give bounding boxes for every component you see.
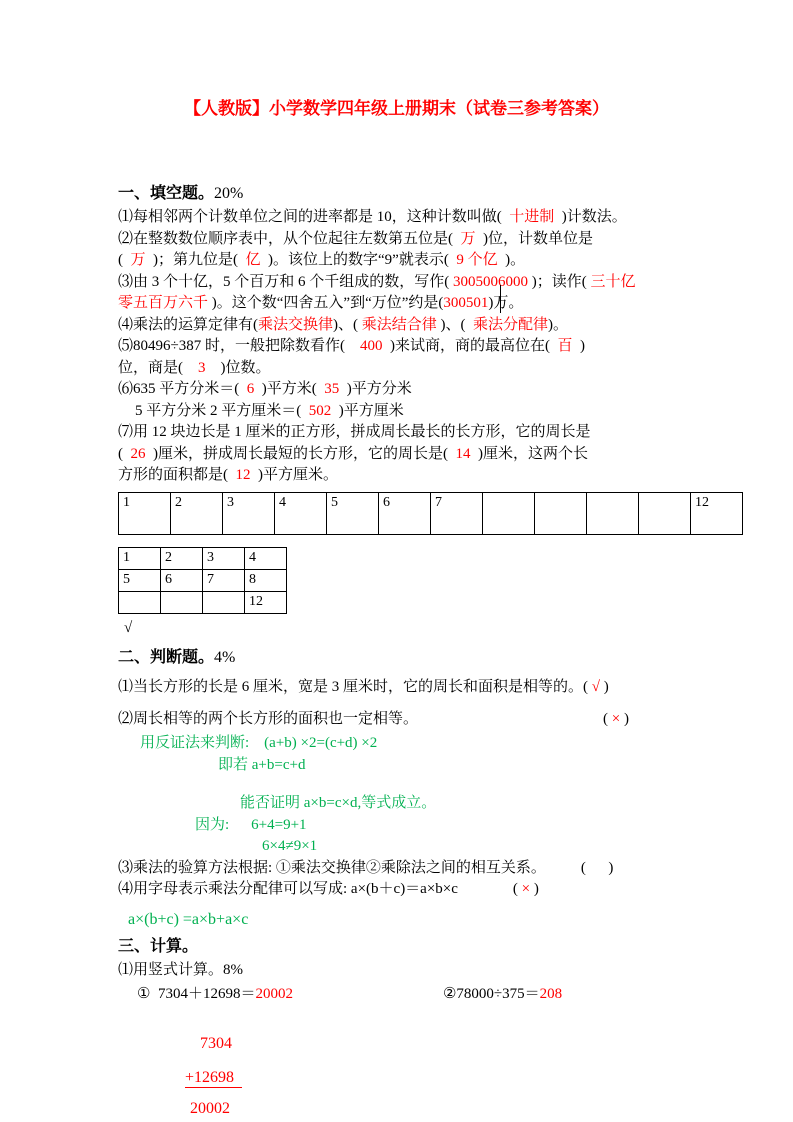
- q1-5-line1: [118, 336, 763, 358]
- table-row: [119, 569, 287, 591]
- q1-7-line1: [118, 422, 763, 444]
- text-run: )。该位上的数字“9”就表示(: [268, 252, 449, 268]
- table-cell: [483, 492, 535, 534]
- spacer: [418, 722, 603, 723]
- text-run: a×(b+c) =a×b+a×c: [128, 910, 249, 928]
- vcalc-sum: [190, 1098, 763, 1120]
- table-cell: 2: [171, 492, 223, 534]
- vcalc-addend-2: [185, 1067, 763, 1089]
- table-cell: 7: [431, 492, 483, 534]
- text-run: 乘法结合律: [358, 316, 441, 333]
- q2-1: [118, 677, 763, 699]
- text-run: )、(: [440, 316, 466, 333]
- text-run: ⑴用竖式计算。8%: [118, 962, 243, 978]
- q1-3-line2: [118, 293, 763, 315]
- text-run: 9 个亿: [448, 252, 506, 268]
- text-run: ⑴当长方形的长是 6 厘米，宽是 3 厘米时，它的周长和面积是相等的。(: [118, 679, 588, 695]
- q1-2-line2: [118, 250, 763, 272]
- text-run: )来试商，商的最高位在(: [389, 338, 550, 354]
- text-run: 即若 a+b=c+d: [218, 756, 306, 773]
- table-cell: [535, 492, 587, 534]
- text-run: 35: [316, 381, 347, 397]
- text-run: 用反证法来判断: (a+b) ×2=(c+d) ×2: [140, 735, 378, 751]
- text-run: 400: [344, 338, 390, 354]
- text-run: ⑸80496÷387 时，一般把除数看作(: [118, 338, 345, 354]
- table-cell: [639, 492, 691, 534]
- text-run: )位，计数单位是: [483, 230, 594, 247]
- text-run: )平方米(: [261, 381, 317, 397]
- text-run: (: [118, 252, 123, 268]
- text-run: )万。: [488, 295, 524, 311]
- q1-5-line2: [118, 358, 763, 380]
- text-run: 零五百万六千: [118, 295, 212, 311]
- q1-7-line3: [118, 465, 763, 487]
- text-run: 一、填空题。: [118, 185, 215, 202]
- text-run: 20%: [214, 185, 244, 202]
- text-run: ): [623, 710, 629, 727]
- text-run: ⑹635 平方分米＝(: [118, 381, 240, 397]
- proof-line-2: [218, 755, 763, 777]
- table-cell: 4: [275, 492, 327, 534]
- table-cell: 6: [161, 569, 203, 591]
- spacer: [293, 997, 443, 998]
- text-run: 因为:: [195, 816, 230, 833]
- text-run: )；第九位是(: [153, 252, 239, 268]
- text-run: 万: [123, 252, 154, 268]
- strip-rectangle-table: [118, 492, 743, 535]
- text-run: √: [124, 619, 133, 636]
- text-run: 12: [228, 467, 258, 483]
- table-cell: [587, 492, 639, 534]
- text-run: 十进制: [501, 209, 562, 225]
- text-run: ⑶乘法的验算方法根据: ①乘法交换律②乘除法之间的相互关系。: [118, 859, 546, 876]
- text-run: ): [580, 338, 585, 354]
- text-run: (: [118, 445, 123, 462]
- q3-1-intro: [118, 960, 763, 982]
- q1-7-line2: [118, 444, 763, 466]
- table-cell: [119, 591, 161, 613]
- distributive-correction: [128, 909, 763, 931]
- section-3-heading: [118, 936, 763, 958]
- q1-2-line1: [118, 229, 763, 251]
- text-run: ): [533, 881, 539, 897]
- q3-1-problems: [137, 984, 763, 1006]
- table-cell: 5: [327, 492, 379, 534]
- table-cell: 12: [245, 591, 287, 613]
- q1-6-line1: [118, 379, 763, 401]
- text-run: ⑶由 3 个十亿，5 个百万和 6 个千组成的数，写作(: [118, 273, 450, 290]
- text-run: 20002: [255, 985, 293, 1002]
- table-cell: 8: [245, 569, 287, 591]
- text-run: 4%: [214, 649, 236, 666]
- table-cell: 1: [119, 547, 161, 569]
- spacer: [458, 892, 513, 893]
- text-run: )平方厘米: [338, 402, 404, 419]
- text-run: 7304: [200, 1035, 232, 1052]
- check-mark-line: [124, 618, 763, 640]
- q2-3: [118, 858, 763, 880]
- text-run: 6×4≠9×1: [262, 838, 318, 854]
- section-1-heading: [118, 183, 763, 205]
- text-run: 3005006000: [449, 273, 532, 290]
- text-run: (: [603, 710, 609, 727]
- text-run: 乘法交换律: [258, 316, 334, 333]
- page-title: 【人教版】小学数学四年级上册期末（试卷三参考答案）: [184, 99, 609, 118]
- text-run: ⑺用 12 块边长是 1 厘米的正方形，拼成周长最长的长方形，它的周长是: [118, 424, 591, 440]
- text-run: 20002: [190, 1100, 230, 1117]
- text-run: 百: [549, 338, 580, 354]
- text-run: 亿: [238, 252, 269, 268]
- table-cell: [161, 591, 203, 613]
- text-run: 208: [539, 985, 563, 1002]
- text-run: )平方厘米。: [258, 467, 338, 483]
- vcalc-addend-1: [200, 1033, 763, 1055]
- spacer: [229, 828, 251, 829]
- table-cell: 4: [245, 547, 287, 569]
- text-run: )厘米，拼成周长最短的长方形，它的周长是(: [153, 445, 448, 462]
- proof-line-4: [195, 815, 763, 837]
- text-run: 14: [448, 445, 478, 462]
- text-run: 5 平方分米 2 平方厘米＝(: [135, 402, 302, 419]
- text-run: 三十亿: [586, 273, 636, 290]
- text-run: )位数。: [220, 359, 271, 376]
- table-cell: 3: [203, 547, 245, 569]
- text-run: )。: [548, 316, 569, 333]
- q1-1: [118, 207, 763, 229]
- text-run: 6+4=9+1: [251, 816, 307, 833]
- table-cell: 5: [119, 569, 161, 591]
- table-row: [119, 591, 287, 613]
- table-cell: [203, 591, 245, 613]
- text-run: 方形的面积都是(: [118, 467, 228, 483]
- text-run: ⑵在整数数位顺序表中，从个位起往左数第五位是(: [118, 230, 453, 247]
- text-run: 三、计算。: [118, 938, 199, 955]
- text-run: (: [512, 881, 518, 897]
- text-run: 能否证明 a×b=c×d,等式成立。: [240, 795, 437, 811]
- text-run: ⑷乘法的运算定律有(: [118, 316, 258, 333]
- text-run: )计数法。: [561, 209, 627, 225]
- q1-4: [118, 315, 763, 337]
- text-run: √: [588, 679, 604, 695]
- table-cell: 7: [203, 569, 245, 591]
- text-run: ⑵周长相等的两个长方形的面积也一定相等。: [118, 710, 419, 727]
- text-run: 26: [123, 445, 153, 462]
- table-row: [119, 492, 743, 534]
- table-cell: 2: [161, 547, 203, 569]
- text-run: ( ): [580, 859, 614, 876]
- text-run: 二、判断题。: [118, 649, 215, 666]
- table-row: [119, 547, 287, 569]
- q2-4: [118, 879, 763, 901]
- q2-2: [118, 709, 763, 731]
- q1-3-line1: [118, 272, 763, 294]
- text-run: ②78000÷375＝: [442, 985, 540, 1002]
- text-run: 乘法分配律: [465, 316, 549, 333]
- text-run: ): [603, 679, 609, 695]
- text-run: 3: [183, 359, 221, 376]
- table-cell: 3: [223, 492, 275, 534]
- text-run: 位，商是(: [118, 359, 183, 376]
- text-run: +12698: [185, 1068, 243, 1086]
- table-cell: 6: [379, 492, 431, 534]
- text-run: ×: [608, 710, 624, 727]
- text-run: 300501: [443, 295, 489, 311]
- q1-6-line2: [135, 401, 763, 423]
- proof-line-1: [140, 733, 763, 755]
- proof-line-5: [262, 836, 763, 858]
- text-run: )。: [505, 252, 526, 268]
- section-2-heading: [118, 647, 763, 669]
- text-run: )、(: [333, 316, 359, 333]
- proof-line-3: [240, 793, 763, 815]
- text-run: )；读作(: [531, 273, 587, 290]
- text-run: ×: [517, 881, 534, 897]
- grid-rectangle-table: [118, 547, 287, 614]
- text-run: ⑷用字母表示乘法分配律可以写成: a×(b＋c)＝a×b×c: [118, 881, 458, 897]
- spacer: [546, 871, 581, 872]
- text-run: ① 7304＋12698＝: [137, 985, 256, 1002]
- stray-vertical-line: [500, 285, 501, 313]
- text-run: 万: [453, 230, 484, 247]
- text-run: 502: [301, 402, 339, 419]
- table-cell: 12: [691, 492, 743, 534]
- text-run: )厘米，这两个长: [478, 445, 588, 462]
- text-run: )。这个数“四舍五入”到“万位”约是(: [211, 295, 444, 311]
- table-cell: 1: [119, 492, 171, 534]
- text-run: ⑴每相邻两个计数单位之间的进率都是 10，这种计数叫做(: [118, 209, 502, 225]
- document-body: [0, 183, 793, 1120]
- text-run: 6: [239, 381, 262, 397]
- text-run: )平方分米: [346, 381, 412, 397]
